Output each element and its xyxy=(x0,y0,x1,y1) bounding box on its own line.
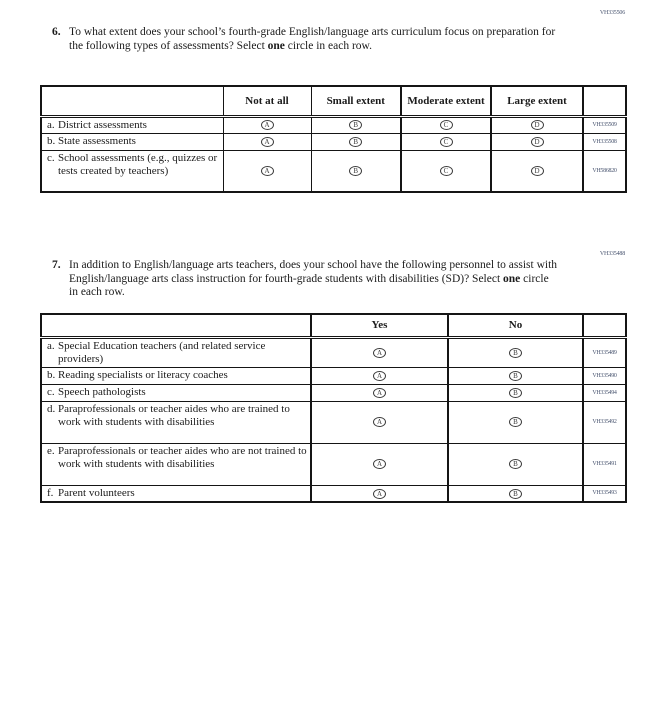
row-label: Paraprofessionals or teacher aides who are trained to work with students with disabilities xyxy=(58,402,290,428)
q6-response-table xyxy=(40,85,627,193)
answer-circle-b[interactable]: B xyxy=(349,120,362,130)
q6-header-moderate-extent: Moderate extent xyxy=(401,86,491,116)
row-item-code: VH335508 xyxy=(583,133,626,150)
answer-circle-c[interactable]: C xyxy=(440,166,453,176)
q6-header-not-at-all: Not at all xyxy=(223,86,311,116)
answer-circle-no[interactable]: B xyxy=(509,489,522,499)
answer-circle-a[interactable]: A xyxy=(261,120,274,130)
q7-header-code-column xyxy=(583,314,626,337)
q7-response-table xyxy=(40,313,627,503)
row-label: District assessments xyxy=(58,118,147,131)
question-7-body: In addition to English/language arts teachers, does your school have the following personnel to assist with English/language arts class instruction for fourth-grade students with disabilities (SD)? Select one circle in each row. xyxy=(69,259,558,298)
q7-row-speech-pathologists xyxy=(41,384,626,401)
row-letter: b. xyxy=(47,134,56,147)
answer-circle-no[interactable]: B xyxy=(509,417,522,427)
answer-circle-c[interactable]: C xyxy=(440,120,453,130)
row-letter: e. xyxy=(47,444,55,457)
q7-header-yes: Yes xyxy=(311,314,448,337)
row-letter: a. xyxy=(47,118,55,131)
row-item-code: VH335493 xyxy=(583,485,626,502)
row-item-code: VH335490 xyxy=(583,367,626,384)
answer-circle-b[interactable]: B xyxy=(349,137,362,147)
row-letter: a. xyxy=(47,339,55,352)
answer-circle-c[interactable]: C xyxy=(440,137,453,147)
answer-circle-a[interactable]: A xyxy=(261,137,274,147)
question-7-text xyxy=(52,259,557,300)
q7-header-stub xyxy=(41,314,311,337)
row-letter: c. xyxy=(47,385,55,398)
answer-circle-no[interactable]: B xyxy=(509,388,522,398)
answer-circle-yes[interactable]: A xyxy=(373,417,386,427)
answer-circle-yes[interactable]: A xyxy=(373,348,386,358)
row-letter: b. xyxy=(47,368,56,381)
answer-circle-yes[interactable]: A xyxy=(373,388,386,398)
row-letter: d. xyxy=(47,402,56,415)
row-label: School assessments (e.g., quizzes or tests created by teachers) xyxy=(58,151,218,177)
row-item-code: VH586820 xyxy=(583,150,626,192)
question-7-number: 7. xyxy=(52,259,61,271)
row-item-code: VH335494 xyxy=(583,384,626,401)
row-item-code: VH335489 xyxy=(583,337,626,367)
row-label: Parent volunteers xyxy=(58,486,135,499)
q7-header-no: No xyxy=(448,314,583,337)
row-label: State assessments xyxy=(58,134,136,147)
answer-circle-a[interactable]: A xyxy=(261,166,274,176)
answer-circle-yes[interactable]: A xyxy=(373,371,386,381)
q6-header-stub xyxy=(41,86,223,116)
q7-row-special-education-teachers xyxy=(41,337,626,367)
answer-circle-d[interactable]: D xyxy=(531,137,544,147)
q6-row-district-assessments xyxy=(41,116,626,133)
q6-row-state-assessments xyxy=(41,133,626,150)
answer-circle-d[interactable]: D xyxy=(531,120,544,130)
q7-header-row xyxy=(41,314,626,337)
row-item-code: VH335492 xyxy=(583,401,626,443)
q6-header-code-column xyxy=(583,86,626,116)
answer-circle-no[interactable]: B xyxy=(509,459,522,469)
row-label: Speech pathologists xyxy=(58,385,146,398)
question-6-text xyxy=(52,26,557,53)
row-label: Reading specialists or literacy coaches xyxy=(58,368,228,381)
row-label: Special Education teachers (and related service providers) xyxy=(58,339,266,365)
question-7-item-code: VH335488 xyxy=(599,251,625,257)
q6-row-school-assessments xyxy=(41,150,626,192)
question-6-item-code: VH335506 xyxy=(599,10,625,16)
q6-header-large-extent: Large extent xyxy=(491,86,583,116)
answer-circle-no[interactable]: B xyxy=(509,348,522,358)
row-item-code: VH335491 xyxy=(583,443,626,485)
row-letter: c. xyxy=(47,151,55,164)
row-item-code: VH335509 xyxy=(583,116,626,133)
answer-circle-yes[interactable]: A xyxy=(373,489,386,499)
q7-row-paraprofessionals-not-trained xyxy=(41,443,626,485)
row-letter: f. xyxy=(47,486,54,499)
answer-circle-no[interactable]: B xyxy=(509,371,522,381)
answer-circle-b[interactable]: B xyxy=(349,166,362,176)
row-label: Paraprofessionals or teacher aides who are not trained to work with students with disabilities xyxy=(58,444,307,470)
q7-row-reading-specialists xyxy=(41,367,626,384)
answer-circle-yes[interactable]: A xyxy=(373,459,386,469)
question-6-number: 6. xyxy=(52,26,61,38)
answer-circle-d[interactable]: D xyxy=(531,166,544,176)
q7-row-parent-volunteers xyxy=(41,485,626,502)
question-6-body: To what extent does your school’s fourth-grade English/language arts curriculum focus on preparation for the following types of assessments? Select one circle in each row. xyxy=(69,26,556,52)
q6-header-row xyxy=(41,86,626,116)
q6-header-small-extent: Small extent xyxy=(311,86,401,116)
q7-row-paraprofessionals-trained xyxy=(41,401,626,443)
